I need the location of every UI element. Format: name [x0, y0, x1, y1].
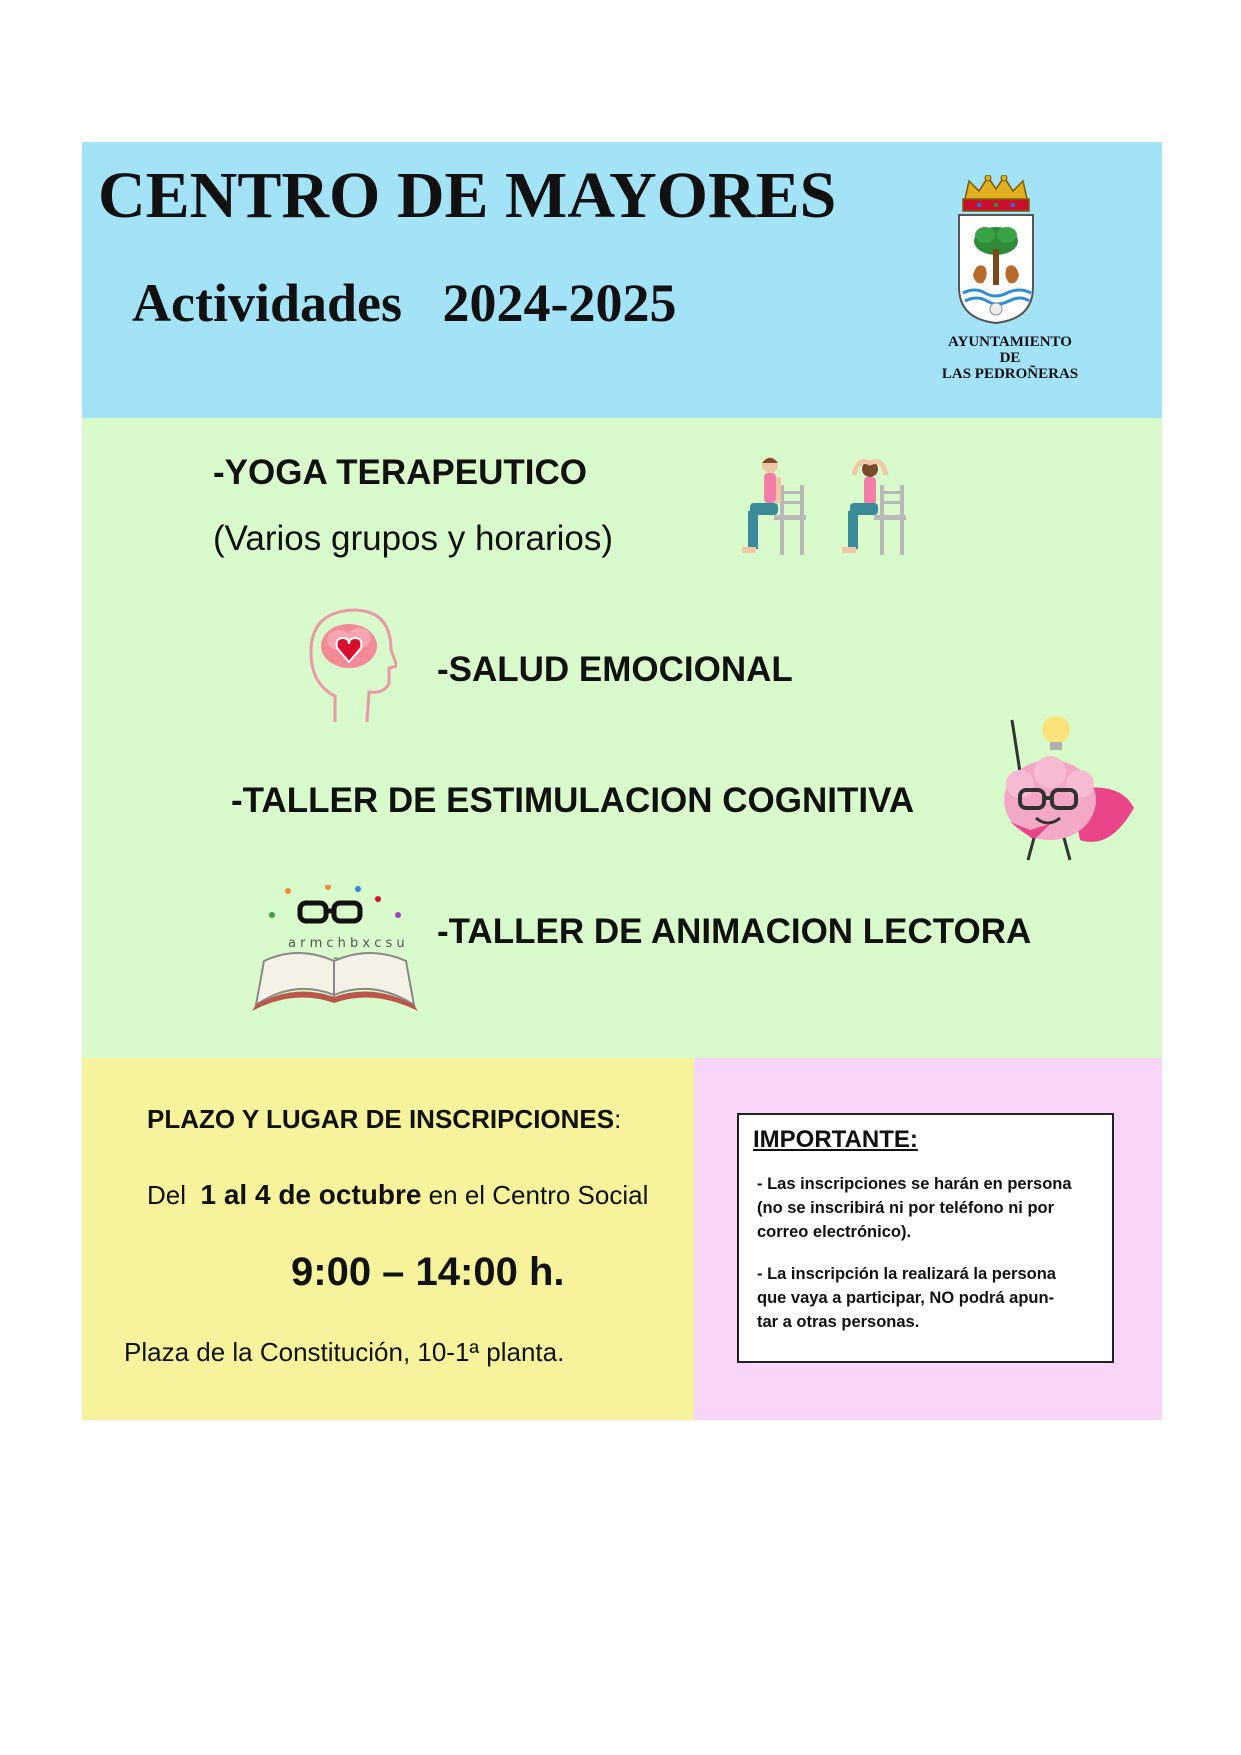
coat-of-arms-icon — [955, 175, 1037, 325]
important-heading: IMPORTANTE: — [753, 1126, 918, 1153]
superhero-brain-icon — [990, 710, 1136, 862]
registration-dates-bold: 1 al 4 de octubre — [200, 1179, 422, 1210]
logo-text-line-1: AYUNTAMIENTO — [948, 334, 1072, 350]
activity-yoga: -YOGA TERAPEUTICO — [213, 453, 587, 492]
yoga-stretch-icon — [830, 455, 910, 557]
yoga-chair-icon — [730, 455, 810, 557]
important-line-6: tar a otras personas. — [757, 1313, 920, 1331]
logo-text-line-3: LAS PEDROÑERAS — [941, 366, 1079, 382]
registration-heading-text: PLAZO Y LUGAR DE INSCRIPCIONES — [147, 1104, 615, 1134]
registration-dates — [147, 1179, 648, 1211]
important-line-5: que vaya a participar, NO podrá apun- — [757, 1289, 1055, 1307]
logo-text-line-2: DE — [999, 350, 1021, 366]
important-line-3: correo electrónico). — [757, 1223, 912, 1241]
activity-yoga-note: (Varios grupos y horarios) — [213, 519, 614, 558]
page-title: CENTRO DE MAYORES — [98, 159, 837, 232]
page-subtitle: Actividades 2024-2025 — [132, 273, 677, 333]
important-line-1: - Las inscripciones se harán en persona — [757, 1175, 1072, 1193]
activity-salud-emocional: -SALUD EMOCIONAL — [437, 650, 793, 689]
registration-heading-colon: : — [614, 1104, 622, 1134]
activity-animacion-lectora: -TALLER DE ANIMACION LECTORA — [437, 912, 1032, 951]
activity-estimulacion-cognitiva: -TALLER DE ESTIMULACION COGNITIVA — [231, 781, 915, 820]
registration-heading — [147, 1104, 621, 1135]
registration-address: Plaza de la Constitución, 10-1ª planta. — [124, 1337, 565, 1367]
brain-heart-icon — [305, 604, 397, 724]
open-book-icon — [248, 885, 422, 1015]
important-line-4: - La inscripción la realizará la persona — [757, 1265, 1056, 1283]
registration-dates-suffix: en el Centro Social — [421, 1180, 649, 1210]
registration-dates-prefix: Del — [147, 1180, 194, 1210]
svg-text:a r m c h b x c s u: a r m c h b x c s u — [288, 936, 405, 951]
registration-hours: 9:00 – 14:00 h. — [291, 1250, 565, 1294]
important-line-2: (no se inscribirá ni por teléfono ni por — [757, 1199, 1055, 1217]
